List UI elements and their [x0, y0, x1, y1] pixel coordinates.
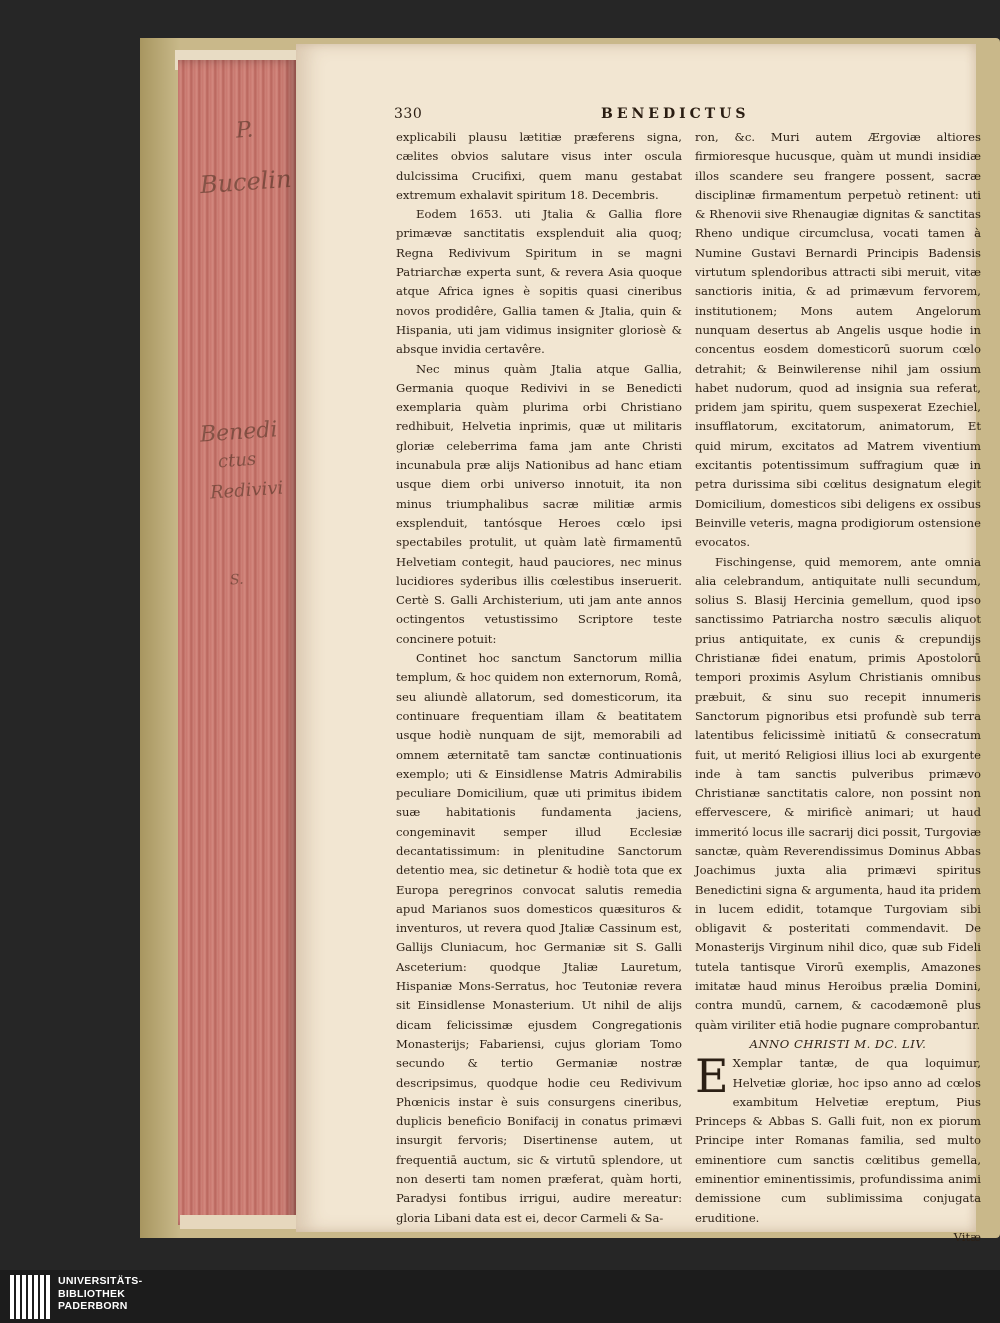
library-name-line: PADERBORN — [58, 1300, 128, 1312]
right-column — [695, 128, 981, 1247]
page-edge-bottom — [180, 1215, 300, 1229]
red-page-edges — [178, 60, 296, 1225]
margin-note: S. — [229, 571, 245, 589]
left-column — [396, 128, 682, 1228]
paragraph: Nec minus quàm Jtalia atque Gallia, Germania quoque Redivivi in se Benedicti exemplaria quàm plurima orbi Christiano redhibuit, Helvetia inprimis, quæ ut militaris gloriæ celeberrima fama jam ante Christi incunabula præ alijs Nationibus ad hanc etiam usque diem orbi universo innotuit, ita non minus triumphalibus sacræ militiæ armis exsplenduit, tantósque Heroes cœlo ipsi spectabiles protulit, ut quàm latè firmamentū Helvetiam contegit, haud pauciores, nec minus lucidiores syderibus illis cœlestibus inseruerit. Certè S. Galli Archisterium, uti jam ante annos octingentos vetustissimo Scriptore teste concinere potuit: — [396, 361, 682, 646]
library-name — [58, 1275, 142, 1313]
margin-note: Benedi — [199, 417, 279, 448]
footer-bar — [0, 1270, 1000, 1323]
paragraph-text: Xemplar tantæ, de qua loquimur, Helvetiæ gloriæ, hoc ipso anno ad cœlos exambitum Helvetiæ ereptum, Pius Princeps & Abbas S. Galli fuit, non ex piorum Principe inter Romanas familia, sed multo eminentiore cum sanctis cœlitibus gemella, eminentior eminentissimis, profundissima animi demissione cum sublimissima conjugata eruditione. — [695, 1056, 981, 1225]
margin-note: ctus — [217, 448, 257, 473]
paragraph: explicabili plausu lætitiæ præferens signa, cælites obvios salutare visus inter oscula dulcissima Crucifixi, quem manu gestabat extremum exhalavit spiritum 18. Decembris. — [396, 130, 682, 202]
library-logo-icon — [10, 1275, 54, 1319]
paragraph: Eodem 1653. uti Jtalia & Gallia flore primævæ sanctitatis exsplenduit alia quoq; Regna Redivivum Spiritum in se magni Patriarchæ experta sunt, & revera Asia quoque atque Africa ignes è sopitis quasi cineribus novos prodidêre, Gallia tamen & Jtalia, quin & Hispania, uti jam vidimus insigniter gloriosè & absque invidia certavêre. — [396, 207, 682, 357]
library-name-line: BIBLIOTHEK — [58, 1287, 126, 1300]
page-number: 330 — [394, 106, 423, 122]
margin-note: Redivivi — [209, 477, 284, 504]
final-paragraph — [695, 1049, 981, 1228]
library-name-line: UNIVERSITÄTS- — [58, 1275, 143, 1287]
paragraph: ron, &c. Muri autem Ærgoviæ altiores firmioresque hucusque, quàm ut mundi insidiæ illos scandere seu frangere possent, sacræ disciplinæ firmamentum perpetuò retinent: uti & Rhenovii sive Rhenaugiæ dignitas & sanctitas Rheno undique circumclusa, vocati tamen à Numine Gustavi Bernardi Principis Badensis virtutum splendoribus attracti sibi meruit, vitæ sanctioris initia, & ad primævum fervorem, institutionem; Mons autem Angelorum nunquam desertus ab Angelis usque hodie in concentus eosdem domesticorū suorum cœlo detrahit; & Beinwilerense nihil jam ossium habet nudorum, quod ad insignia sua referat, pridem jam spiritu, quem suspexerat Ezechiel, insufflatorum, excitatorum, animatorum, Et quid mirum, excitatos ad Matrem viventium excitantis potentissimum suffragium quæ in petra durissima sibi cœlitus designatum elegit Domicilium, domesticos sibi deligens ex ossibus Beinville veteris, magna prodigiorum ostensione evocatos. — [695, 130, 981, 550]
catchword: Vitæ — [953, 1229, 981, 1244]
drop-cap: E — [695, 1049, 729, 1104]
book-page — [296, 44, 981, 1244]
paragraph: Continet hoc sanctum Sanctorum millia templum, & hoc quidem non externorum, Româ, seu aliundè allatorum, sed domesticorum, ita continuare frequentiam illam & beatitatem usque hodiè nunquam de sijt, memorabili ad omnem æternitatē tam sanctæ continuationis exemplo; uti & Einsidlense Matris Admirabilis peculiare Domicilium, quæ uti primitus ibidem suæ habitationis fundamenta jaciens, congeminavit semper illud Ecclesiæ decantatissimum: in plenitudine Sanctorum detentio mea, sic detinetur & hodiè tota que ex Europa peregrinos convocat salutis remedia apud Marianos suos domesticos quæsituros & inventuros, ut revera quod Jtaliæ Cassinum est, Gallijs Cluniacum, hoc Germaniæ sit S. Galli Asceterium: quodque Jtaliæ Lauretum, Hispaniæ Mons-Serratus, hoc Teutoniæ revera sit Einsidlense Monasterium. Ut nihil de alijs dicam felicissimæ ejusdem Congregationis Monasterijs; Fabariensi, cujus gloriam Tomo secundo & tertio Germaniæ nostræ descripsimus, quodque hodie ceu Redivivum Phœnicis instar è suis consurgens cineribus, duplicis beneficio Bonifacij in conatus primævi insurgit fervoris; Disertinense autem, ut frequentiā auctum, sic & virtutū splendore, ut non deserti tam nomen præferat, quàm horti, Paradysi fontibus irrigui, audire mereatur: gloria Libani data est ei, decor Carmeli & Sa- — [396, 651, 682, 1225]
cover-shadow — [140, 38, 180, 1238]
running-title: BENEDICTUS — [601, 106, 750, 122]
margin-note: Bucelin — [199, 164, 293, 200]
margin-note: P. — [235, 117, 255, 144]
section-heading: ANNO CHRISTI M. DC. LIV. — [749, 1036, 927, 1051]
paragraph: Fischingense, quid memorem, ante omnia alia celebrandum, antiquitate nulli secundum, solius S. Blasij Hercinia gemellum, quod ipso sanctissimo Patriarcha nostro sæculis aliquot prius antiquitate, ex cunis & crepundijs Christianæ fidei enatum, primis Apostolorū tempori proximis Asylum Christianis omnibus præbuit, & sinu suo recepit innumeris Sanctorum pignoribus etsi profundè sub terra latentibus felicissimè initiatū & consecratum fuit, ut meritó Religiosi illius loci ab exurgente inde à tam sanctis pulveribus primævo Christianæ sanctitatis calore, non possint non effervescere, & mirificè animari; ut haud immeritó locus ille sacrarij dici possit, Turgoviæ sanctæ, quàm Reverendissimus Dominus Abbas Joachimus juxta alia primævi spiritus Benedictini signa & argumenta, haud ita pridem in lucem edidit, totamque Turgoviam sibi obligavit & posteritati commendavit. De Monasterijs Virginum nihil dico, quæ sub Fideli tutela tantisque Virorū exemplis, Amazones imitatæ haud minus Heroibus prælia Domini, contra mundū, carnem, & cacodæmonē plus quàm viriliter etiā hodie pugnare comprobantur. — [695, 554, 981, 1032]
